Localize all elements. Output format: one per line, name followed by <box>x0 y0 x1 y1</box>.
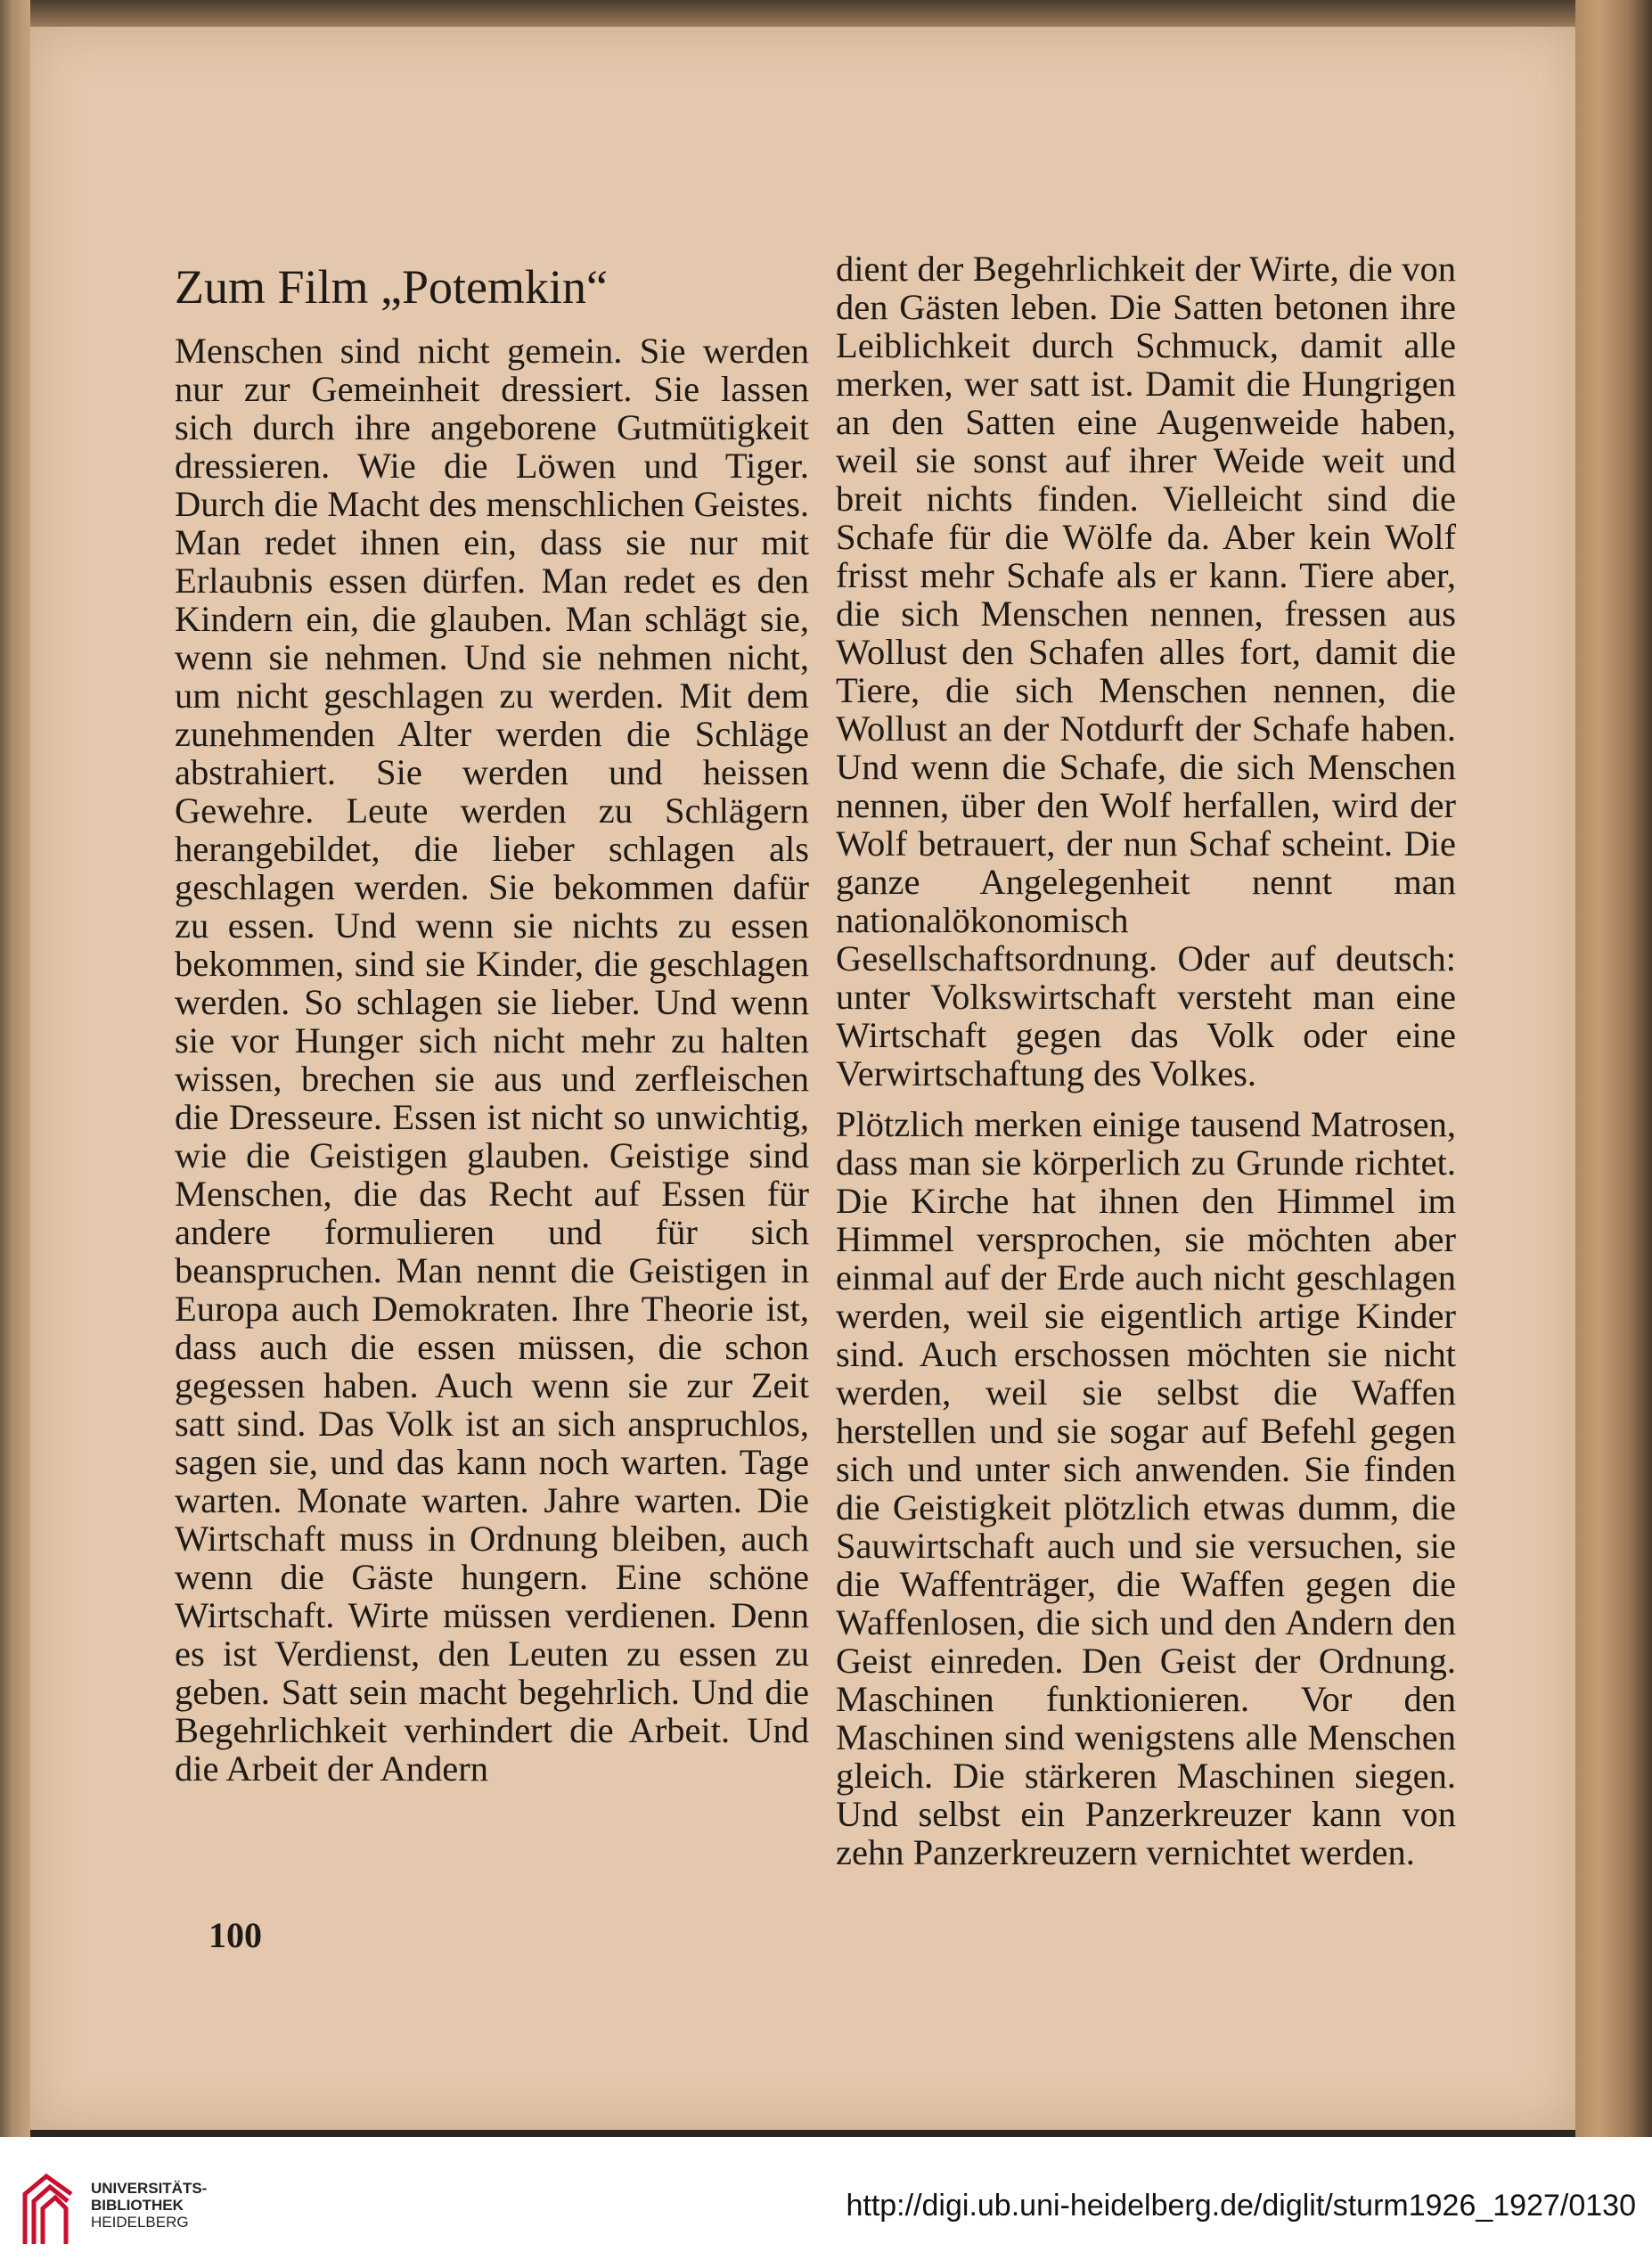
library-name <box>91 2180 207 2231</box>
book-right-edge <box>1575 0 1652 2137</box>
ub-heidelberg-logo-icon <box>20 2167 77 2248</box>
book-left-edge <box>0 0 30 2137</box>
left-column-text: Menschen sind nicht gemein. Sie werden nur zur Gemeinheit dressiert. Sie lassen sich durch ihre angeborene Gutmütigkeit dressieren. Wie die Löwen und Tiger. Durch die Macht des menschlichen Geistes. Man redet ihnen ein, dass sie nur mit Erlaubnis essen dürfen. Man redet es den Kindern ein, die glauben. Man schlägt sie, wenn sie nehmen. Und sie nehmen nicht, um nicht geschlagen zu werden. Mit dem zunehmenden Alter werden die Schläge abstrahiert. Sie werden und heissen Gewehre. Leute werden zu Schlägern herangebildet, die lieber schlagen als geschlagen werden. Sie bekommen dafür zu essen. Und wenn sie nichts zu essen bekommen, sind sie Kinder, die geschlagen werden. So schlagen sie lieber. Und wenn sie vor Hunger sich nicht mehr zu halten wissen, brechen sie aus und zerfleischen die Dresseure. Essen ist nicht so unwichtig, wie die Geistigen glauben. Geistige sind Menschen, die das Recht auf Essen für andere formulieren und für sich beanspruchen. Man nennt die Geistigen in Europa auch Demokraten. Ihre Theorie ist, dass auch die essen müssen, die schon gegessen haben. Auch wenn sie zur Zeit satt sind. Das Volk ist an sich anspruchlos, sagen sie, und das kann noch warten. Tage warten. Monate warten. Jahre warten. Die Wirtschaft muss in Ordnung bleiben, auch wenn die Gäste hungern. Eine schöne Wirtschaft. Wirte müssen verdienen. Denn es ist Verdienst, den Leuten zu essen zu geben. Satt sein macht begehrlich. Und die Begehrlichkeit verhindert die Arbeit. Und die Arbeit der Andern <box>175 331 809 1789</box>
library-name-line-2: BIBLIOTHEK <box>91 2197 184 2214</box>
right-column-paragraph-2: Plötzlich merken einige tausend Matrosen, dass man sie körperlich zu Grunde richtet. Die Kirche hat ihnen den Himmel im Himmel versprochen, sie möchten aber einmal auf der Erde auch nicht geschlagen werden, weil sie eigentlich artige Kinder sind. Auch erschossen möchten sie nicht werden, weil sie selbst die Waffen herstellen und sie sogar auf Befehl gegen sich und unter sich anwenden. Sie finden die Geistigkeit plötzlich etwas dumm, die Sauwirtschaft auch und sie versuchen, sie die Waffenträger, die Waffen gegen die Waffenlosen, die sich und den Andern den Geist einreden. Den Geist der Ordnung. Maschinen funktionieren. Vor den Maschinen sind wenigstens alle Menschen gleich. Die stärkeren Maschinen siegen. Und selbst ein Panzerkreuzer kann von zehn Panzerkreuzern vernichtet werden. <box>836 1104 1456 1872</box>
library-name-line-1: UNIVERSITÄTS- <box>91 2180 208 2197</box>
permalink-url[interactable]: http://digi.ub.uni-heidelberg.de/diglit/sturm1926_1927/0130 <box>846 2189 1636 2223</box>
right-column <box>836 250 1456 1871</box>
library-footer <box>0 2137 1652 2268</box>
page-number: 100 <box>209 1915 262 1955</box>
library-name-line-3: HEIDELBERG <box>91 2214 189 2231</box>
book-top-edge <box>0 0 1652 27</box>
left-column <box>175 332 809 1788</box>
right-column-paragraph-1: dient der Begehrlichkeit der Wirte, die von den Gästen leben. Die Satten betonen ihre Leiblichkeit durch Schmuck, damit alle merken, wer satt ist. Damit die Hungrigen an den Satten eine Augenweide haben, weil sie sonst auf ihrer Weide weit und breit nichts finden. Vielleicht sind die Schafe für die Wölfe da. Aber kein Wolf frisst mehr Schafe als er kann. Tiere aber, die sich Menschen nennen, fressen aus Wollust den Schafen alles fort, damit die Tiere, die sich Menschen nennen, die Wollust an der Notdurft der Schafe haben. Und wenn die Schafe, die sich Menschen nennen, über den Wolf herfallen, wird der Wolf betrauert, der nun Schaf scheint. Die ganze Angelegenheit nennt man nationalökonomisch Gesellschaftsordnung. Oder auf deutsch: unter Volkswirtschaft versteht man eine Wirtschaft gegen das Volk oder eine Verwirtschaftung des Volkes. <box>836 249 1456 1093</box>
article-title: Zum Film „Potemkin“ <box>175 260 608 314</box>
